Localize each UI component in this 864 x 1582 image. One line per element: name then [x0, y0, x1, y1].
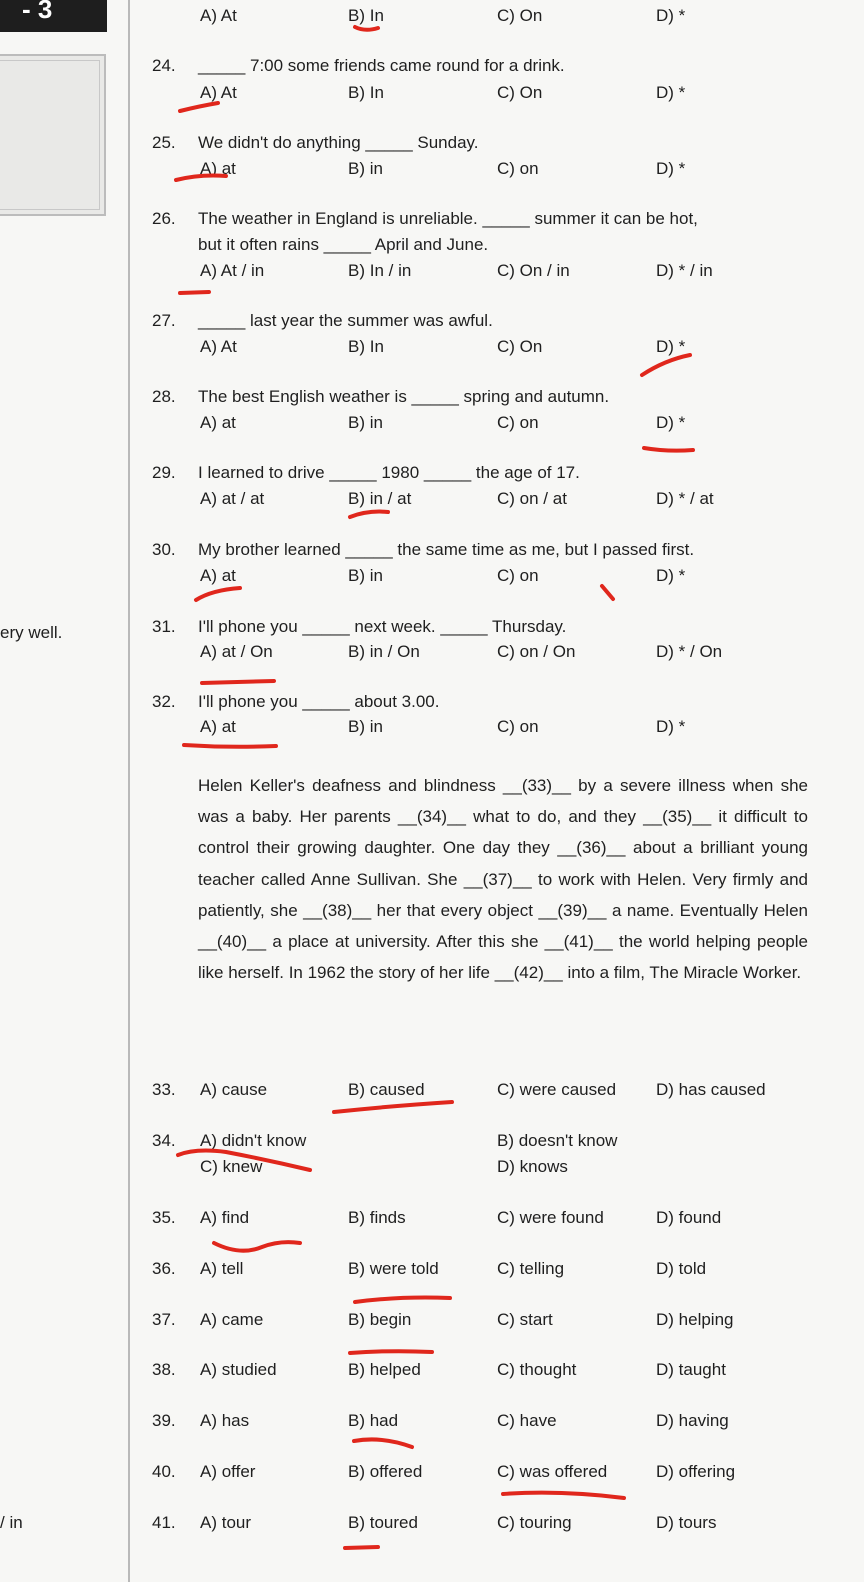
option-d[interactable]: D) * / at: [656, 489, 714, 508]
option-a[interactable]: A) came: [200, 1310, 264, 1329]
pen-underline: [644, 448, 693, 451]
option-a[interactable]: A) At: [200, 83, 237, 102]
option-d[interactable]: D) offering: [656, 1462, 736, 1481]
option-a[interactable]: A) At: [200, 6, 237, 25]
option-b[interactable]: B) offered: [348, 1462, 423, 1481]
option-c[interactable]: C) knew: [200, 1157, 263, 1176]
option-d[interactable]: D) *: [656, 566, 686, 585]
option-b[interactable]: B) finds: [348, 1208, 406, 1227]
question-number: 37.: [152, 1310, 176, 1329]
question-stem: I'll phone you _____ next week. _____ Thursday.: [198, 617, 567, 636]
option-b[interactable]: B) doesn't know: [497, 1131, 618, 1150]
question-number: 32.: [152, 692, 176, 711]
question-stem: I'll phone you _____ about 3.00.: [198, 692, 440, 711]
margin-text: ery well.: [0, 623, 63, 642]
question-number: 26.: [152, 209, 176, 228]
option-c[interactable]: C) On: [497, 337, 543, 356]
option-c[interactable]: C) on / On: [497, 642, 576, 661]
question-number: 40.: [152, 1462, 176, 1481]
option-c[interactable]: C) was offered: [497, 1462, 608, 1481]
passage-text: Helen Keller's deafness and blindness __(33)__ by a severe illness when she was a baby. Her parents __(34)__ what to do, and they __(35)__ it difficult to control their growing daughter. One day they __(36)__ about a brilliant young teacher called Anne Sullivan. She __(37)__ to work with Helen. Very firmly and patiently, she __(38)__ her that every object __(39)__ a name. Eventually Helen __(40)__ a place at university. After this she __(41)__ the world helping people like herself. In 1962 the story of her life __(42)__ into a film, The Miracle Worker.: [198, 776, 808, 983]
option-d[interactable]: D) * / On: [656, 642, 723, 661]
option-d[interactable]: D) *: [656, 717, 686, 736]
page-marker-text: - 3: [22, 0, 53, 24]
question-number: 30.: [152, 540, 176, 559]
question-number: 25.: [152, 133, 176, 152]
option-c[interactable]: C) on: [497, 159, 539, 178]
question-number: 31.: [152, 617, 176, 636]
option-b[interactable]: B) In / in: [348, 261, 412, 280]
option-a[interactable]: A) tour: [200, 1513, 252, 1532]
question-stem-line-2: but it often rains _____ April and June.: [198, 235, 489, 254]
question-stem: We didn't do anything _____ Sunday.: [198, 133, 479, 152]
option-b[interactable]: B) caused: [348, 1080, 425, 1099]
option-d[interactable]: D) *: [656, 413, 686, 432]
option-a[interactable]: A) cause: [200, 1080, 268, 1099]
question-number: 36.: [152, 1259, 176, 1278]
pen-underline: [355, 27, 378, 30]
option-d[interactable]: D) found: [656, 1208, 722, 1227]
option-c[interactable]: C) On / in: [497, 261, 570, 280]
question-number: 38.: [152, 1360, 176, 1379]
option-b[interactable]: B) In: [348, 83, 384, 102]
option-c[interactable]: C) on: [497, 717, 539, 736]
option-c[interactable]: C) were caused: [497, 1080, 617, 1099]
option-b[interactable]: B) helped: [348, 1360, 421, 1379]
option-d[interactable]: D) having: [656, 1411, 729, 1430]
option-d[interactable]: D) told: [656, 1259, 707, 1278]
option-a[interactable]: A) studied: [200, 1360, 277, 1379]
question-stem: I learned to drive _____ 1980 _____ the age of 17.: [198, 463, 580, 482]
option-c[interactable]: C) were found: [497, 1208, 604, 1227]
question-stem: _____ last year the summer was awful.: [198, 311, 493, 330]
question-number: 33.: [152, 1080, 176, 1099]
option-d[interactable]: D) *: [656, 83, 686, 102]
option-b[interactable]: B) in / On: [348, 642, 420, 661]
option-b[interactable]: B) in: [348, 566, 383, 585]
pen-underline: [196, 588, 240, 600]
pen-underline: [180, 103, 218, 111]
pen-underline: [350, 512, 388, 517]
option-a[interactable]: A) At / in: [200, 261, 265, 280]
question-number: 41.: [152, 1513, 176, 1532]
option-b[interactable]: B) toured: [348, 1513, 418, 1532]
option-c[interactable]: C) thought: [497, 1360, 577, 1379]
option-b[interactable]: B) In: [348, 337, 384, 356]
option-a[interactable]: A) offer: [200, 1462, 256, 1481]
pen-underline: [202, 681, 274, 683]
option-b[interactable]: B) in / at: [348, 489, 412, 508]
option-b[interactable]: B) in: [348, 413, 383, 432]
option-d[interactable]: D) helping: [656, 1310, 734, 1329]
option-b[interactable]: B) had: [348, 1411, 399, 1430]
option-d[interactable]: D) taught: [656, 1360, 726, 1379]
question-number: 27.: [152, 311, 176, 330]
pen-underline: [345, 1547, 378, 1548]
question-number: 39.: [152, 1411, 176, 1430]
option-d[interactable]: D) *: [656, 337, 686, 356]
question-number: 35.: [152, 1208, 176, 1227]
pen-underline: [503, 1493, 624, 1498]
option-c[interactable]: C) telling: [497, 1259, 565, 1278]
option-b[interactable]: B) in: [348, 717, 383, 736]
question-stem: My brother learned _____ the same time as me, but I passed first.: [198, 540, 695, 559]
pen-underline: [355, 1298, 450, 1303]
option-a[interactable]: A) didn't know: [200, 1131, 307, 1150]
option-b[interactable]: B) begin: [348, 1310, 412, 1329]
option-d[interactable]: D) tours: [656, 1513, 717, 1532]
pen-underline: [334, 1102, 452, 1112]
option-a[interactable]: A) has: [200, 1411, 250, 1430]
option-a[interactable]: A) at / at: [200, 489, 265, 508]
option-d[interactable]: D) *: [656, 159, 686, 178]
pen-underline: [176, 176, 226, 181]
pen-tick: [602, 586, 613, 599]
option-c[interactable]: C) start: [497, 1310, 553, 1329]
option-a[interactable]: A) At: [200, 337, 237, 356]
question-stem: The weather in England is unreliable. _____ summer it can be hot,: [198, 209, 698, 228]
option-b[interactable]: B) In: [348, 6, 384, 25]
option-a[interactable]: A) at / On: [200, 642, 273, 661]
pen-underline: [180, 292, 209, 293]
option-c[interactable]: C) have: [497, 1411, 557, 1430]
pen-underline: [184, 745, 276, 747]
option-c[interactable]: C) on: [497, 413, 539, 432]
question-stem: _____ 7:00 some friends came round for a drink.: [198, 56, 565, 75]
option-c[interactable]: C) on / at: [497, 489, 567, 508]
question-number: 28.: [152, 387, 176, 406]
pen-underline: [350, 1351, 432, 1353]
option-a[interactable]: A) at: [200, 159, 236, 178]
option-a[interactable]: A) at: [200, 717, 236, 736]
option-a[interactable]: A) tell: [200, 1259, 244, 1278]
pen-underline: [354, 1439, 412, 1447]
option-c[interactable]: C) touring: [497, 1513, 572, 1532]
option-d[interactable]: D) *: [656, 6, 686, 25]
pen-underline: [214, 1242, 300, 1251]
option-b[interactable]: B) in: [348, 159, 383, 178]
option-c[interactable]: C) On: [497, 6, 543, 25]
option-c[interactable]: C) On: [497, 83, 543, 102]
option-d[interactable]: D) has caused: [656, 1080, 766, 1099]
option-b[interactable]: B) were told: [348, 1259, 439, 1278]
option-a[interactable]: A) at: [200, 566, 236, 585]
question-number: 29.: [152, 463, 176, 482]
margin-text: / in: [0, 1513, 23, 1532]
pen-underline: [642, 355, 690, 375]
option-d[interactable]: D) knows: [497, 1157, 568, 1176]
question-number: 34.: [152, 1131, 176, 1150]
pen-underline: [178, 1151, 310, 1170]
question-stem: The best English weather is _____ spring and autumn.: [198, 387, 610, 406]
option-a[interactable]: A) find: [200, 1208, 250, 1227]
option-a[interactable]: A) at: [200, 413, 236, 432]
option-c[interactable]: C) on: [497, 566, 539, 585]
option-d[interactable]: D) * / in: [656, 261, 713, 280]
question-number: 24.: [152, 56, 176, 75]
